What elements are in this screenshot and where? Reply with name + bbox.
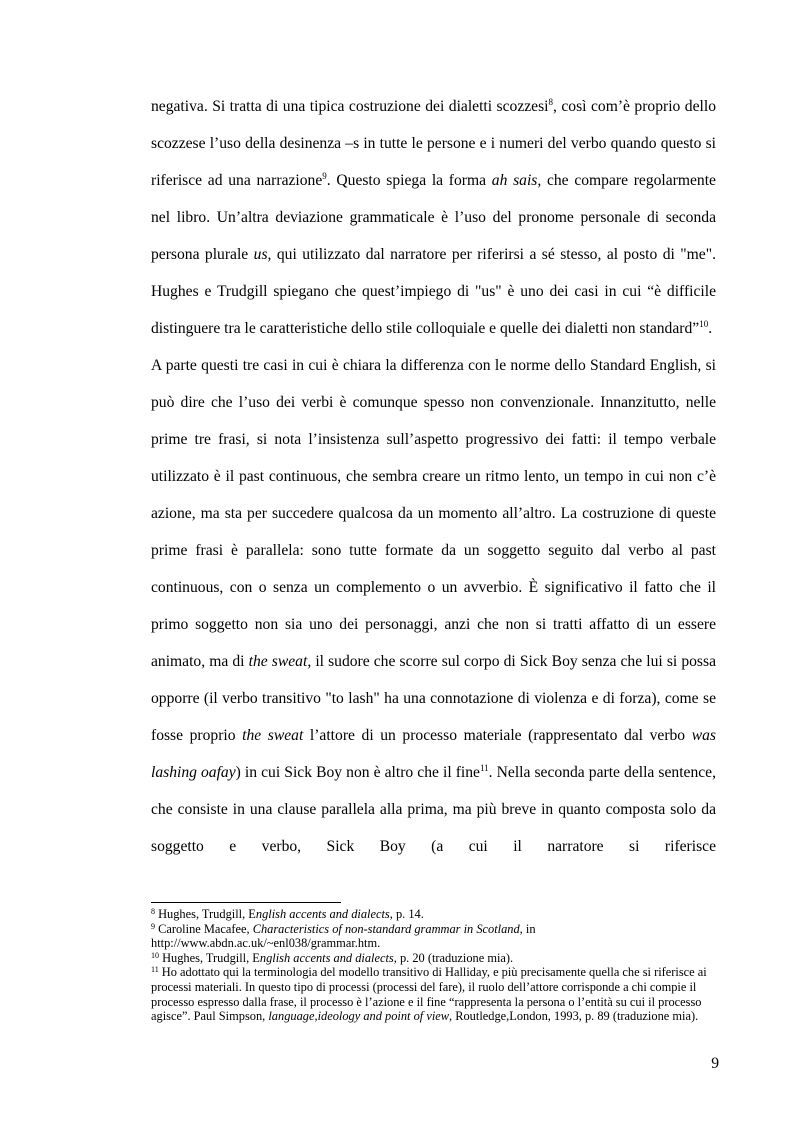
paragraph-1-text: negativa. Si tratta di una tipica costruzione dei dialetti scozzesi: [151, 98, 549, 115]
footnote-text: , Routledge,London, 1993, p. 89 (traduzione mia).: [449, 1009, 699, 1024]
footnote-title: Characteristics of non-standard grammar in Scotland,: [252, 921, 523, 936]
footnote-10: [151, 951, 711, 966]
italic-term-the-sweat: the sweat: [248, 653, 308, 670]
footnote-text: Caroline Macafee,: [155, 921, 253, 936]
footnote-ref-10: 10: [699, 319, 709, 329]
footnote-title: language,ideology and point of view: [268, 1009, 450, 1024]
main-text: [151, 88, 716, 865]
paragraph-1-text: .: [708, 320, 713, 337]
footnote-text: , p. 20 (traduzione mia).: [393, 950, 514, 965]
paragraph-2-text: A parte questi tre casi in cui è chiara la differenza con le norme dello Standard English, si può dire che l’uso dei verbi è comunque spesso non convenzionale. Innanzitutto, nelle prime tre frasi, si nota l’insistenza sull’aspetto progressivo dei fatti: il tempo verbale utilizzato è il past continuous, che sembra creare un ritmo lento, un tempo in cui non c’è azione, ma sta per succedere qualcosa da un momento all’altro. La costruzione di queste prime frasi è parallela: sono tutte formate da un soggetto seguito dal verbo al past continuous, con o senza un complemento o un avverbio. È significativo il fatto che il primo soggetto non sia uno dei personaggi, anzi che non si tratti affatto di un essere animato, ma di: [151, 357, 716, 670]
italic-term-was-lashing-oafay: was lashing oafay: [151, 727, 716, 781]
footnote-number: 9: [151, 921, 155, 931]
paragraph-1-text: . Questo spiega la forma: [326, 172, 492, 189]
paragraph-2-text: ) in cui Sick Boy non è altro che il fine: [235, 764, 480, 781]
footnote-number: 10: [151, 950, 159, 960]
paragraph-2: [151, 347, 716, 865]
footnote-9: [151, 922, 711, 951]
footnote-text: , p. 14.: [389, 907, 424, 921]
italic-term-us: us,: [253, 246, 272, 263]
italic-term-ah-sais: ah sais,: [491, 172, 542, 189]
footnote-ref-9: 9: [322, 171, 327, 181]
footnote-title: nglish accents and dialects: [255, 907, 390, 921]
footnote-text: in http://www.abdn.ac.uk/~enl038/grammar.htm.: [151, 921, 536, 951]
footnotes: [151, 907, 711, 1024]
paragraph-1-text: , così com’è proprio dello scozzese l’uso della desinenza –s in tutte le persone e i numeri del verbo quando questo si riferisce ad una narrazione: [151, 98, 716, 189]
footnote-text: Hughes, Trudgill, E: [155, 907, 256, 921]
footnote-8: [151, 907, 711, 922]
paragraph-2-text: l’attore di un processo materiale (rappresentato dal verbo: [303, 727, 692, 744]
footnote-title: nglish accents and dialects: [259, 950, 394, 965]
paragraph-2-text: , il sudore che scorre sul corpo di Sick Boy senza che lui si possa opporre (il verbo transitivo "to lash" ha una connotazione di violenza e di forza), come se fosse proprio: [151, 653, 716, 744]
page-number: 9: [711, 1055, 719, 1072]
footnote-number: 11: [151, 965, 159, 975]
italic-term-the-sweat: the sweat: [242, 727, 304, 744]
paragraph-1-text: qui utilizzato dal narratore per riferirsi a sé stesso, al posto di "me". Hughes e Trudgill spiegano che quest’impiego di "us" è uno dei casi in cui “è difficile distinguere tra le caratteristiche dello stile colloquiale e quelle dei dialetti non standard”: [151, 246, 716, 337]
footnote-text: Ho adottato qui la terminologia del modello transitivo di Halliday, e più precisamente quella che si riferisce ai processi materiali. In questo tipo di processi (processi del fare), il ruolo dell’attore corrisponde a chi compie il processo espresso dalla frase, il processo è l’azione e il fine “rappresenta la persona o l’entità su cui il processo agisce”. Paul Simpson,: [151, 965, 707, 1024]
footnote-text: Hughes, Trudgill, E: [159, 950, 260, 965]
footnote-ref-11: 11: [479, 763, 489, 773]
footnote-number: 8: [151, 907, 155, 916]
footnote-ref-8: 8: [548, 97, 554, 107]
footnote-separator: [151, 902, 341, 903]
footnote-11: [151, 965, 711, 1023]
paragraph-1-text: che compare regolarmente nel libro. Un’altra deviazione grammaticale è l’uso del pronome personale di seconda persona plurale: [151, 172, 716, 263]
paragraph-2-text: . Nella seconda parte della sentence, che consiste in una clause parallela alla prima, ma più breve in quanto composta solo da soggetto e verbo, Sick Boy (a cui il narratore si riferisce: [151, 764, 716, 855]
paragraph-1: [151, 88, 716, 347]
